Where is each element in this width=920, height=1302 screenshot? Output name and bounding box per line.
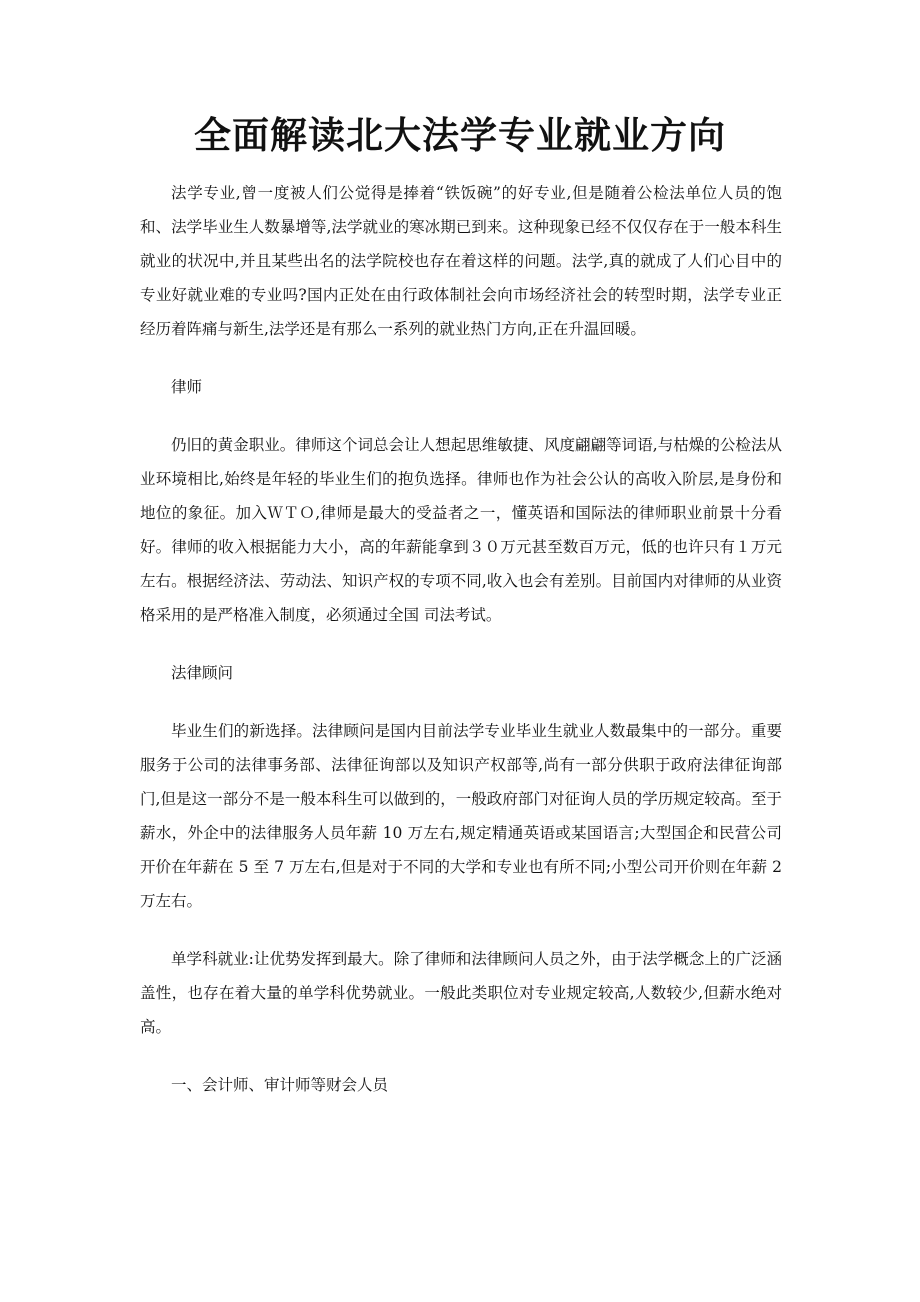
paragraph-lawyer: 仍旧的黄金职业。律师这个词总会让人想起思维敏捷、风度翩翩等词语,与枯燥的公检法从业环境相比,始终是年轻的毕业生们的抱负选择。律师也作为社会公认的高收入阶层,是身份和地位的象征。加入ＷＴＯ,律师是最大的受益者之一，懂英语和国际法的律师职业前景十分看好。律师的收入根据能力大小，高的年薪能拿到３０万元甚至数百万元，低的也许只有１万元左右。根据经济法、劳动法、知识产权的专项不同,收入也会有差别。目前国内对律师的从业资格采用的是严格准入制度，必须通过全国 司法考试。 (140, 436, 782, 624)
section-heading-accountant: 一、会计师、审计师等财会人员 (171, 1076, 389, 1094)
section-heading-legal-advisor: 法律顾问 (171, 664, 234, 682)
paragraph-legal-advisor: 毕业生们的新选择。法律顾问是国内目前法学专业毕业生就业人数最集中的一部分。重要服务于公司的法律事务部、法律征询部以及知识产权部等,尚有一部分供职于政府法律征询部门,但是这一部分不是一般本科生可以做到的，一般政府部门对征询人员的学历规定较高。至于薪水，外企中的法律服务人员年薪 10 万左右,规定精通英语或某国语言;大型国企和民营公司开价在年薪在 5 至 7 万左右,但是对于不同的大学和专业也有所不同;小型公司开价则在年薪 2 万左右。 (140, 722, 782, 910)
section-heading-lawyer: 律师 (171, 378, 203, 396)
paragraph-intro: 法学专业,曾一度被人们公觉得是捧着“铁饭碗”的好专业,但是随着公检法单位人员的饱和、法学毕业生人数暴增等,法学就业的寒冰期已到来。这种现象已经不仅仅存在于一般本科生就业的状况中,并且某些出名的法学院校也存在着这样的问题。法学,真的就成了人们心目中的专业好就业难的专业吗?国内正处在由行政体制社会向市场经济社会的转型时期，法学专业正经历着阵痛与新生,法学还是有那么一系列的就业热门方向,正在升温回暖。 (140, 184, 782, 338)
document-title: 全面解读北大法学专业就业方向 (194, 113, 726, 157)
paragraph-single-discipline: 单学科就业:让优势发挥到最大。除了律师和法律顾问人员之外，由于法学概念上的广泛涵盖性，也存在着大量的单学科优势就业。一般此类职位对专业规定较高,人数较少,但薪水绝对高。 (140, 950, 782, 1036)
document-body (140, 176, 782, 1126)
